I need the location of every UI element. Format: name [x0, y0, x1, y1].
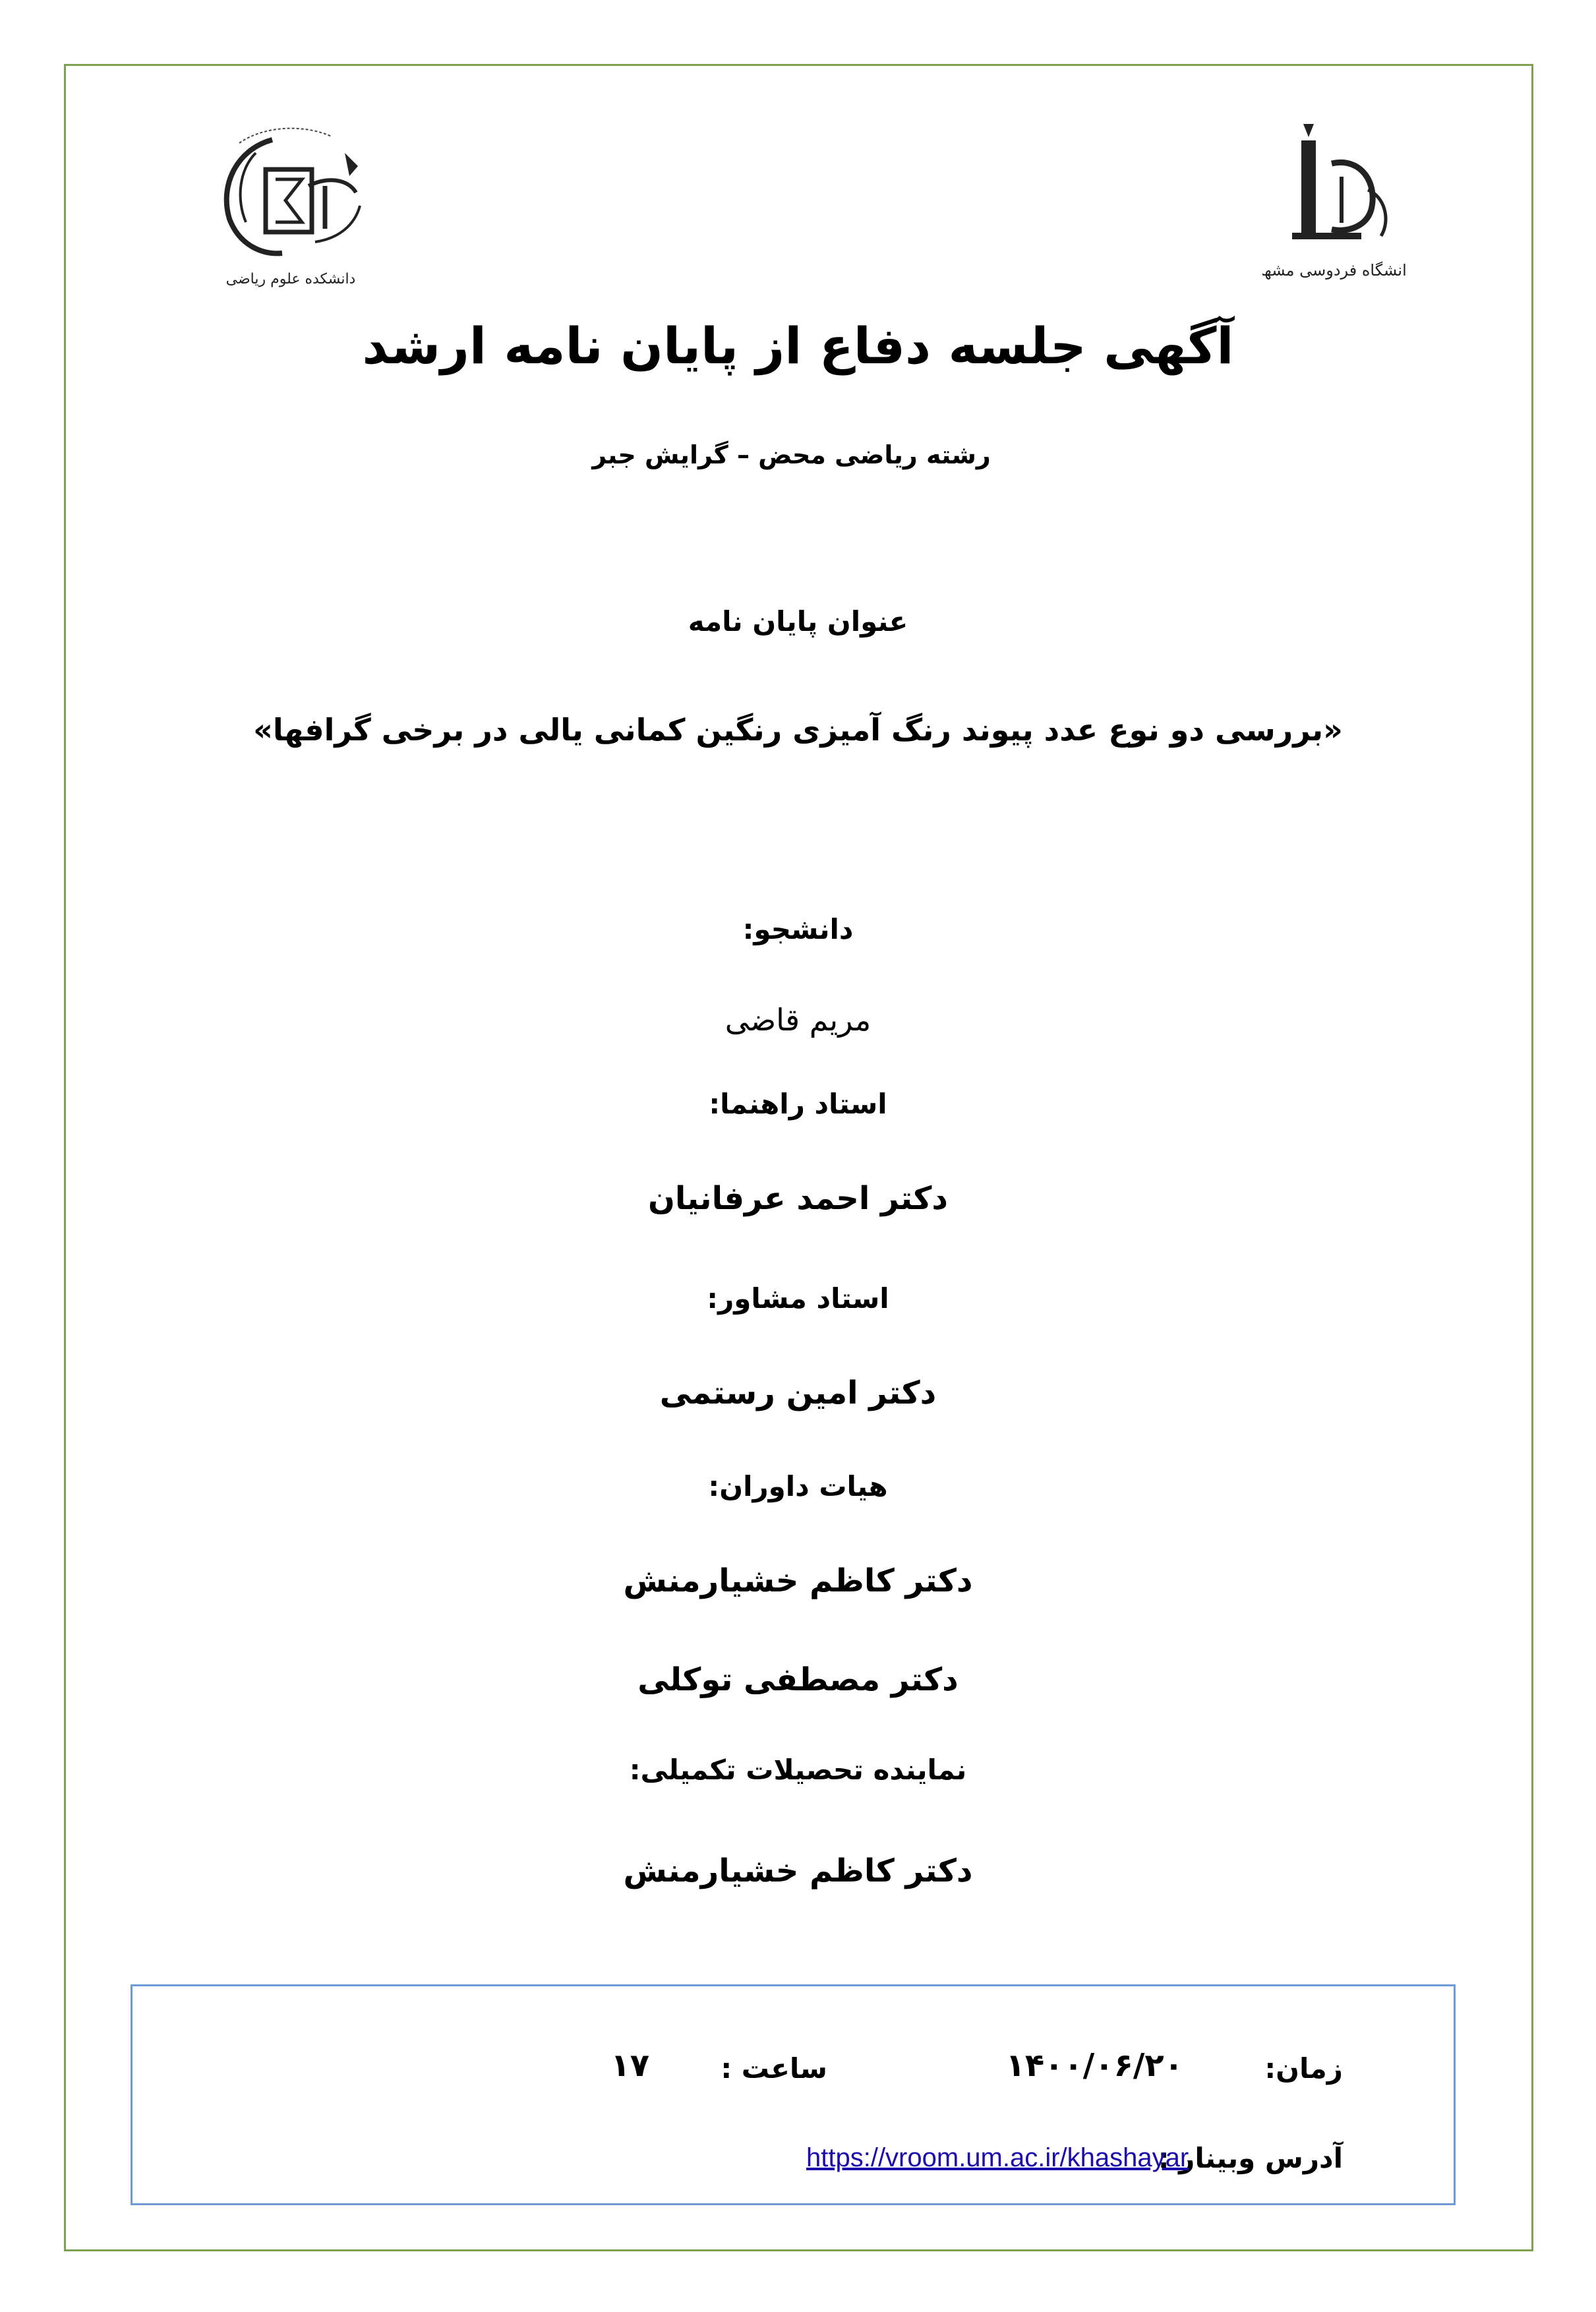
consultant-label: استاد مشاور:: [707, 1282, 889, 1315]
right-logo-caption: دانشگاه فردوسی مشهد: [1262, 261, 1407, 280]
advisor-label: استاد راهنما:: [709, 1088, 887, 1120]
jury-label: هیات داوران:: [708, 1470, 888, 1502]
session-hour: ۱۷: [610, 2047, 649, 2084]
thesis-title-label: عنوان پایان نامه: [688, 605, 908, 637]
thesis-title: «بررسی دو نوع عدد پیوند رنگ آمیزی رنگین کمانی یالی در برخی گرافها»: [253, 712, 1343, 748]
jury-member: دکتر مصطفی توکلی: [637, 1661, 959, 1698]
hour-label: ساعت :: [721, 2052, 827, 2085]
time-label: زمان:: [1264, 2052, 1343, 2085]
page-title: آگهی جلسه دفاع از پایان نامه ارشد: [362, 316, 1234, 375]
session-info-box: [131, 1984, 1456, 2205]
representative-label: نماینده تحصیلات تکمیلی:: [629, 1754, 967, 1786]
advisor-name: دکتر احمد عرفانیان: [647, 1180, 949, 1217]
ferdowsi-university-logo: [1262, 111, 1407, 289]
consultant-name: دکتر امین رستمی: [659, 1375, 937, 1411]
page-border: [64, 64, 1533, 2251]
field-subtitle: رشته ریاضی محض – گرایش جبر: [592, 440, 991, 469]
jury-member: دکتر کاظم خشیارمنش: [623, 1562, 973, 1599]
faculty-of-mathematical-sciences-logo: [210, 113, 372, 291]
webinar-link[interactable]: https://vroom.um.ac.ir/khashayar: [806, 2143, 1189, 2172]
student-name: مریم قاضی: [724, 1002, 872, 1038]
webinar-address-label: آدرس وبینار :: [1158, 2142, 1343, 2174]
left-logo-caption: دانشکده علوم ریاضی: [225, 271, 356, 287]
session-date: ۱۴۰۰/۰۶/۲۰: [1005, 2047, 1183, 2084]
representative-name: دکتر کاظم خشیارمنش: [623, 1853, 973, 1889]
student-label: دانشجو:: [742, 913, 854, 945]
